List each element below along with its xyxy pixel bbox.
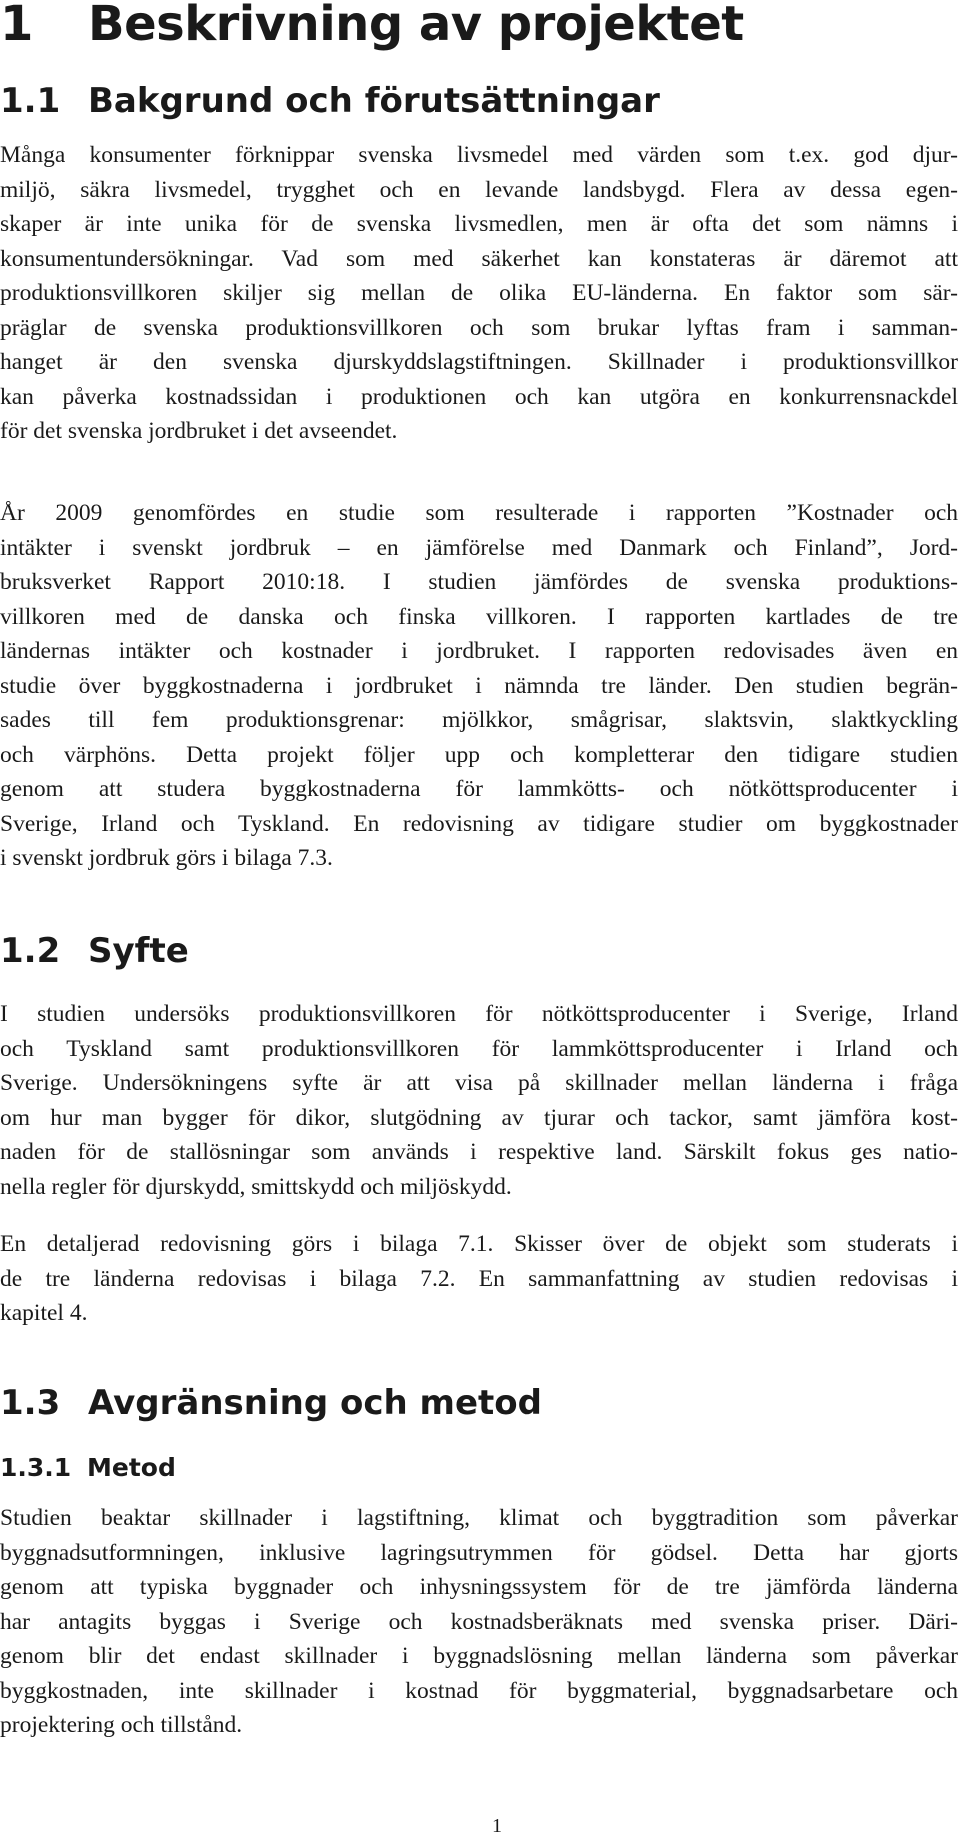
text-line: År 2009 genomfördes en studie som resulterade i rapporten ”Kostnader och — [0, 500, 958, 526]
section-title: Avgränsning och metod — [88, 1383, 542, 1423]
text-line: Sverige, Irland och Tyskland. En redovisning av tidigare studier om byggkostnader — [0, 810, 958, 837]
section-number: 1.1 — [0, 81, 61, 121]
text-line: genom att studera byggkostnaderna för lammkötts- och nötköttsproducenter i — [0, 776, 958, 802]
text-line: ländernas intäkter och kostnader i jordbruket. I rapporten redovisades även en — [0, 638, 958, 664]
text-line: genom att typiska byggnader och inhysningssystem för de tre jämförda länderna — [0, 1574, 958, 1600]
text-line: bruksverket Rapport 2010:18. I studien jämfördes de svenska produktions- — [0, 569, 958, 595]
chapter-number: 1 — [0, 0, 33, 52]
subsection-number: 1.3.1 — [0, 1453, 72, 1482]
text-line: intäkter i svenskt jordbruk – en jämförelse med Danmark och Finland”, Jord- — [0, 534, 958, 561]
section-heading-1-1 — [0, 80, 660, 122]
section-title: Bakgrund och förutsättningar — [88, 81, 660, 121]
text-line: nella regler för djurskydd, smittskydd och miljöskydd. — [0, 1173, 512, 1200]
text-line: I studien undersöks produktionsvillkoren för nötköttsproducenter i Sverige, Irland — [0, 1001, 958, 1027]
section-number: 1.3 — [0, 1383, 61, 1423]
text-line: En detaljerad redovisning görs i bilaga 7.1. Skisser över de objekt som studerats i — [0, 1231, 958, 1257]
text-line: naden för de stallösningar som används i respektive land. Särskilt fokus ges natio- — [0, 1139, 958, 1165]
subsection-heading-1-3-1 — [0, 1452, 176, 1484]
section-heading-1-3 — [0, 1382, 542, 1424]
text-line: om hur man bygger för dikor, slutgödning av tjurar och tackor, samt jämföra kost- — [0, 1104, 958, 1131]
text-line: kan påverka kostnadssidan i produktionen och kan utgöra en konkurrensnackdel — [0, 383, 958, 410]
text-line: konsumentundersökningar. Vad som med säkerhet kan konstateras är däremot att — [0, 245, 958, 272]
paragraph-purpose-2 — [0, 1227, 958, 1331]
paragraph-method — [0, 1501, 958, 1743]
chapter-heading — [0, 0, 744, 52]
text-line: byggkostnaden, inte skillnader i kostnad för byggmaterial, byggnadsarbetare och — [0, 1677, 958, 1704]
text-line: och Tyskland samt produktionsvillkoren för lammköttsproducenter i Irland och — [0, 1035, 958, 1062]
text-line: kapitel 4. — [0, 1300, 88, 1326]
subsection-title: Metod — [87, 1453, 176, 1482]
text-line: sades till fem produktionsgrenar: mjölkkor, smågrisar, slaktsvin, slaktkyckling — [0, 707, 958, 733]
text-line: har antagits byggas i Sverige och kostnadsberäknats med svenska priser. Däri- — [0, 1608, 958, 1635]
text-line: miljö, säkra livsmedel, trygghet och en levande landsbygd. Flera av dessa egen- — [0, 176, 958, 203]
text-line: för det svenska jordbruket i det avseendet. — [0, 418, 398, 444]
page-number: 1 — [492, 1815, 502, 1837]
text-line: studie över byggkostnaderna i jordbruket i nämnda tre länder. Den studien begrän- — [0, 672, 958, 699]
chapter-title: Beskrivning av projektet — [88, 0, 744, 52]
text-line: i svenskt jordbruk görs i bilaga 7.3. — [0, 845, 333, 871]
text-line: Studien beaktar skillnader i lagstiftning, klimat och byggtradition som påverkar — [0, 1505, 958, 1531]
section-heading-1-2 — [0, 930, 189, 972]
text-line: präglar de svenska produktionsvillkoren och som brukar lyftas fram i samman- — [0, 314, 958, 341]
text-line: och värphöns. Detta projekt följer upp och kompletterar den tidigare studien — [0, 741, 958, 768]
text-line: villkoren med de danska och finska villkoren. I rapporten kartlades de tre — [0, 603, 958, 630]
text-line: byggnadsutformningen, inklusive lagringsutrymmen för gödsel. Detta har gjorts — [0, 1539, 958, 1566]
text-line: hanget är den svenska djurskyddslagstiftningen. Skillnader i produktionsvillkor — [0, 349, 958, 375]
text-line: de tre länderna redovisas i bilaga 7.2. En sammanfattning av studien redovisas i — [0, 1265, 958, 1292]
text-line: genom blir det endast skillnader i byggnadslösning mellan länderna som påverkar — [0, 1643, 958, 1669]
section-number: 1.2 — [0, 931, 61, 971]
text-line: skaper är inte unika för de svenska livsmedlen, men är ofta det som nämns i — [0, 211, 958, 237]
text-line: Många konsumenter förknippar svenska livsmedel med värden som t.ex. god djur- — [0, 142, 958, 168]
section-title: Syfte — [88, 931, 189, 971]
paragraph-background-2 — [0, 496, 958, 876]
paragraph-background-1 — [0, 138, 958, 449]
paragraph-purpose-1 — [0, 997, 958, 1204]
text-line: Sverige. Undersökningens syfte är att visa på skillnader mellan länderna i fråga — [0, 1070, 958, 1096]
text-line: produktionsvillkoren skiljer sig mellan de olika EU-länderna. En faktor som sär- — [0, 280, 958, 306]
text-line: projektering och tillstånd. — [0, 1712, 243, 1738]
